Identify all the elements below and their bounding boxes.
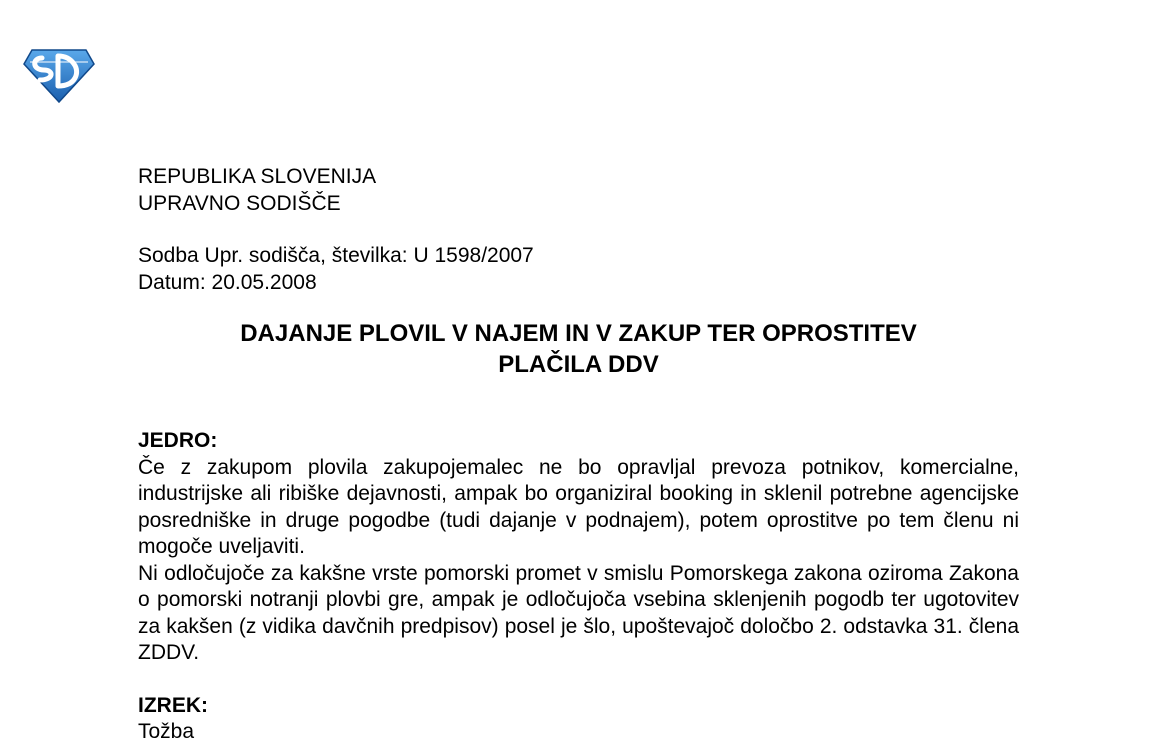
document-title — [138, 318, 1019, 380]
case-number: Sodba Upr. sodišča, številka: U 1598/2007 — [138, 244, 534, 267]
jedro-paragraph-1: Če z zakupom plovila zakupojemalec ne bo opravljal prevoza potnikov, komercialne, industrijske ali ribiške dejavnosti, ampak bo organiziral booking in sklenil potrebne agencijske posredniške in druge pogodbe (tudi dajanje v podnajem), potem oprostitve po tem členu ni mogoče uveljaviti. — [138, 455, 1019, 558]
header-court: UPRAVNO SODIŠČE — [138, 191, 341, 215]
case-date: Datum: 20.05.2008 — [138, 270, 317, 294]
jedro-paragraph-2: Ni odločujoče za kakšne vrste pomorski promet v smislu Pomorskega zakona oziroma Zakona o pomorski notranji plovbi gre, ampak je odločujoča vsebina sklenjenih pogodb ter ugotovitev za kakšen (z vidika davčnih predpisov) posel je šlo, upoštevajoč določbo 2. odstavka 31. člena ZDDV. — [138, 561, 1019, 664]
title-line-1: DAJANJE PLOVIL V NAJEM IN V ZAKUP TER OPROSTITEV — [240, 320, 917, 347]
jedro-heading: JEDRO: — [138, 429, 218, 452]
izrek-first-word: Tožba — [138, 720, 195, 743]
shield-sd-logo-icon — [22, 46, 96, 104]
header-republic: REPUBLIKA SLOVENIJA — [138, 165, 377, 188]
title-line-2: PLAČILA DDV — [498, 351, 659, 378]
izrek-heading: IZREK: — [138, 693, 208, 717]
document-body — [138, 164, 1019, 746]
